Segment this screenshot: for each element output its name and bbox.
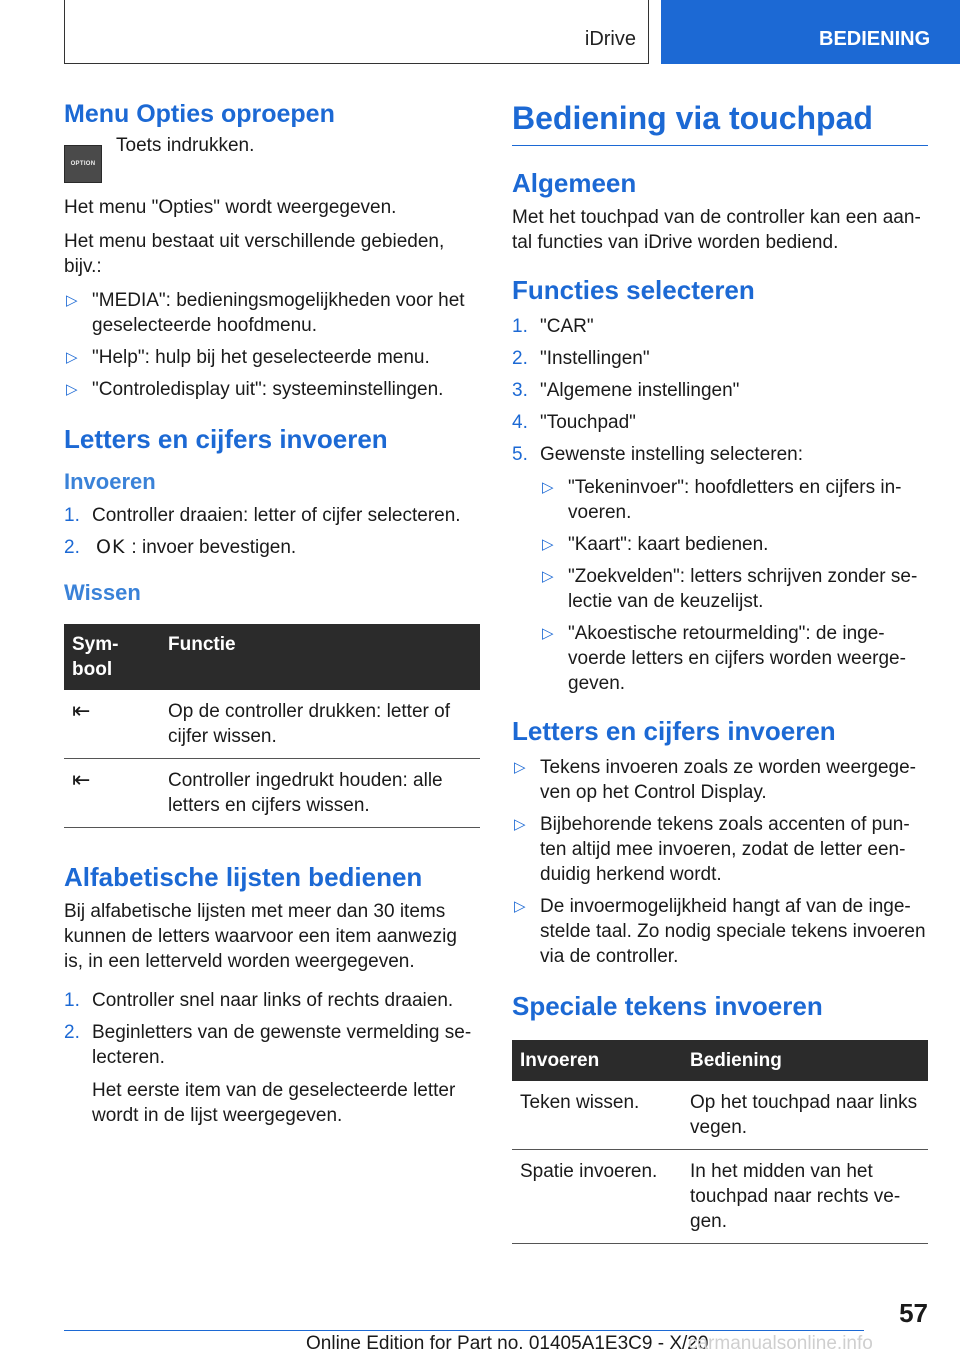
- options-bullet-list: [64, 288, 480, 402]
- options-heading: Menu Opties oproepen: [64, 100, 335, 128]
- option-key-row: [64, 135, 480, 183]
- alpha-heading: Alfabetische lijsten bedienen: [64, 862, 423, 892]
- list-item: ▷ "Controledisplay uit": systeeminstellingen.: [66, 379, 444, 400]
- bullet-triangle-icon: ▷: [66, 292, 78, 309]
- footer-edition: Online Edition for Part no. 01405A1E3C9 - X/20: [306, 1333, 709, 1354]
- bullet-triangle-icon: ▷: [66, 349, 78, 366]
- header-section-label: iDrive: [584, 28, 636, 50]
- table-cell: Op het touchpad naar links vegen.: [682, 1081, 928, 1150]
- options-paragraph-1: Het menu "Opties" wordt weergegeven.: [64, 197, 397, 218]
- functies-sub-bullets: [540, 475, 928, 696]
- list-item: 1. Controller snel naar links of rechts draaien.: [64, 990, 454, 1011]
- table-row: [64, 690, 480, 759]
- table-header-function: Functie: [160, 624, 480, 690]
- page-header: [0, 0, 960, 66]
- list-item: ▷ "Tekeninvoer": hoofdletters en cijfers in-voeren.: [542, 477, 902, 523]
- bullet-triangle-icon: ▷: [514, 816, 526, 833]
- list-item: 4. "Touchpad": [512, 412, 636, 433]
- table-row: [512, 1150, 928, 1244]
- speciale-table: [512, 1040, 928, 1244]
- list-item: ▷ De invoermogelijkheid hangt af van de inge-stelde taal. Zo nodig speciale tekens invoeren via de controller.: [514, 896, 926, 967]
- list-item: ▷ Tekens invoeren zoals ze worden weergege-ven op het Control Display.: [514, 757, 916, 803]
- left-column: [64, 100, 480, 1140]
- algemeen-heading: Algemeen: [512, 168, 637, 198]
- bullet-triangle-icon: ▷: [542, 568, 554, 585]
- table-cell: Controller ingedrukt houden: alle letters en cijfers wissen.: [160, 759, 480, 828]
- bullet-triangle-icon: ▷: [66, 381, 78, 398]
- table-cell: Op de controller drukken: letter of cijfer wissen.: [160, 690, 480, 759]
- alpha-paragraph: Bij alfabetische lijsten met meer dan 30 items kunnen de letters waarvoor een item aanwezig is, in een letterveld worden weergegeven.: [64, 901, 457, 972]
- table-header-symbol: Sym- bool: [64, 624, 160, 690]
- letters-right-heading: Letters en cijfers invoeren: [512, 716, 836, 746]
- functies-heading: Functies selecteren: [512, 275, 755, 305]
- list-item: ▷ "Akoestische retourmelding": de inge-voerde letters en cijfers worden weerge-geven.: [542, 623, 906, 694]
- list-item: 2. OK : invoer bevestigen.: [64, 536, 297, 558]
- header-frame: [64, 0, 649, 64]
- algemeen-paragraph: Met het touchpad van de controller kan een aan-tal functies van iDrive worden bediend.: [512, 207, 921, 253]
- letters-bullet-list: [512, 755, 928, 969]
- list-item: ▷ "MEDIA": bedieningsmogelijkheden voor het geselecteerde hoofdmenu.: [66, 290, 465, 336]
- table-row: [512, 1081, 928, 1150]
- list-item: 1. "CAR": [512, 316, 594, 337]
- delete-back-icon: ⇤: [72, 699, 91, 724]
- bullet-triangle-icon: ▷: [542, 536, 554, 553]
- page-number: 57: [899, 1298, 928, 1328]
- bullet-triangle-icon: ▷: [542, 625, 554, 642]
- invoeren-heading: Invoeren: [64, 469, 156, 494]
- table-cell: In het midden van het touchpad naar rechts ve-gen.: [682, 1150, 928, 1244]
- list-item: ▷ "Zoekvelden": letters schrijven zonder se-lectie van de keuzelijst.: [542, 566, 918, 612]
- bullet-triangle-icon: ▷: [514, 898, 526, 915]
- page-title: Bediening via touchpad: [512, 100, 928, 146]
- list-item: ▷ "Kaart": kaart bedienen.: [542, 534, 769, 555]
- list-item: ▷ Bijbehorende tekens zoals accenten of pun-ten altijd mee invoeren, zodat de letter een-duidig herkend wordt.: [514, 814, 910, 885]
- list-item: 5. Gewenste instelling selecteren: ▷ "Tekeninvoer": hoofdletters en cijfers in-voeren. ▷ "Kaart": kaart bedienen. ▷ "Zoekvelden": letters schrijven zonder se-lectie van de keuzelijst. ▷ "Akoestische retourmelding": de inge-voerde letters en cijfers worden weerge-geven.: [512, 442, 928, 696]
- bullet-triangle-icon: ▷: [542, 479, 554, 496]
- functies-steps: [512, 314, 928, 696]
- table-cell: Spatie invoeren.: [512, 1150, 682, 1244]
- footer-divider: [64, 1330, 864, 1331]
- list-item: ▷ "Help": hulp bij het geselecteerde menu.: [66, 347, 430, 368]
- table-header-operation: Bediening: [682, 1040, 928, 1081]
- header-chapter-tab: [661, 0, 960, 64]
- step-note: Het eerste item van de geselecteerde letter wordt in de lijst weergegeven.: [92, 1080, 456, 1126]
- header-chapter-label: BEDIENING: [819, 28, 931, 50]
- list-item: 3. "Algemene instellingen": [512, 380, 740, 401]
- ok-button-icon: OK: [96, 536, 126, 558]
- list-item: 2. "Instellingen": [512, 348, 650, 369]
- options-paragraph-2: Het menu bestaat uit verschillende gebieden, bijv.:: [64, 231, 445, 277]
- option-key-icon: OPTION: [64, 145, 102, 183]
- speciale-heading: Speciale tekens invoeren: [512, 991, 823, 1021]
- option-key-text: Toets indrukken.: [116, 135, 255, 156]
- table-header-input: Invoeren: [512, 1040, 682, 1081]
- alpha-steps: [64, 988, 480, 1128]
- delete-back-icon: ⇤: [72, 768, 91, 793]
- right-column: [512, 100, 928, 1278]
- list-item: 2. Beginletters van de gewenste vermelding se-lecteren. Het eerste item van de geselecteerde letter wordt in de lijst weergegeven.: [64, 1020, 480, 1128]
- bullet-triangle-icon: ▷: [514, 759, 526, 776]
- wissen-table: [64, 624, 480, 828]
- invoeren-steps: [64, 503, 480, 560]
- footer-watermark: carmanualsonline.info: [688, 1333, 873, 1354]
- table-cell: Teken wissen.: [512, 1081, 682, 1150]
- table-row: [64, 759, 480, 828]
- letters-heading: Letters en cijfers invoeren: [64, 424, 388, 454]
- list-item: 1. Controller draaien: letter of cijfer selecteren.: [64, 505, 461, 526]
- wissen-heading: Wissen: [64, 580, 141, 605]
